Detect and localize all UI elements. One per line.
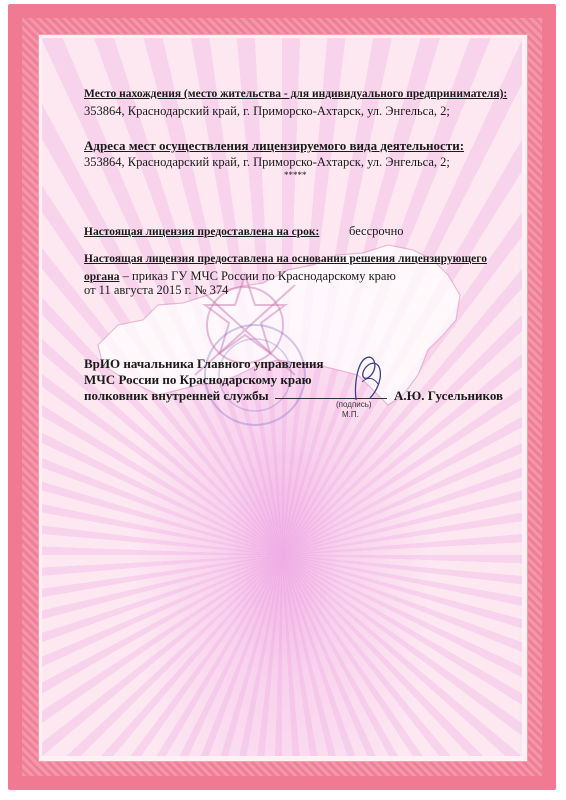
signatory-position-line2: МЧС России по Краснодарскому краю xyxy=(84,372,312,387)
activity-address-value: 353864, Краснодарский край, г. Приморско-Ахтарск, ул. Энгельса, 2; xyxy=(84,155,450,169)
separator: ***** xyxy=(284,170,307,180)
basis-value-line1: – приказ ГУ МЧС России по Краснодарскому краю xyxy=(119,269,396,283)
signature-caption: (подпись) xyxy=(336,400,372,409)
signatory-position-line3: полковник внутренней службы xyxy=(84,388,269,403)
handwritten-signature-icon xyxy=(352,352,384,404)
signatory-name: А.Ю. Гусельников xyxy=(394,388,504,403)
location-value: 353864, Краснодарский край, г. Приморско-Ахтарск, ул. Энгельса, 2; xyxy=(84,104,450,118)
term-label: Настоящая лицензия предоставлена на срок: xyxy=(84,226,320,238)
stamp-caption: М.П. xyxy=(342,410,359,419)
term-value: бессрочно xyxy=(349,224,404,238)
signatory-position-line1: ВрИО начальника Главного управления xyxy=(84,356,324,371)
basis-value-line2: от 11 августа 2015 г. № 374 xyxy=(84,283,229,297)
activity-address-label: Адреса мест осуществления лицензируемого вида деятельности: xyxy=(84,138,465,153)
basis-label-line2: органа xyxy=(84,271,120,283)
basis-label-line1: Настоящая лицензия предоставлена на основании решения лицензирующего xyxy=(84,253,487,265)
location-label: Место нахождения (место жительства - для индивидуального предпринимателя): xyxy=(84,88,508,100)
